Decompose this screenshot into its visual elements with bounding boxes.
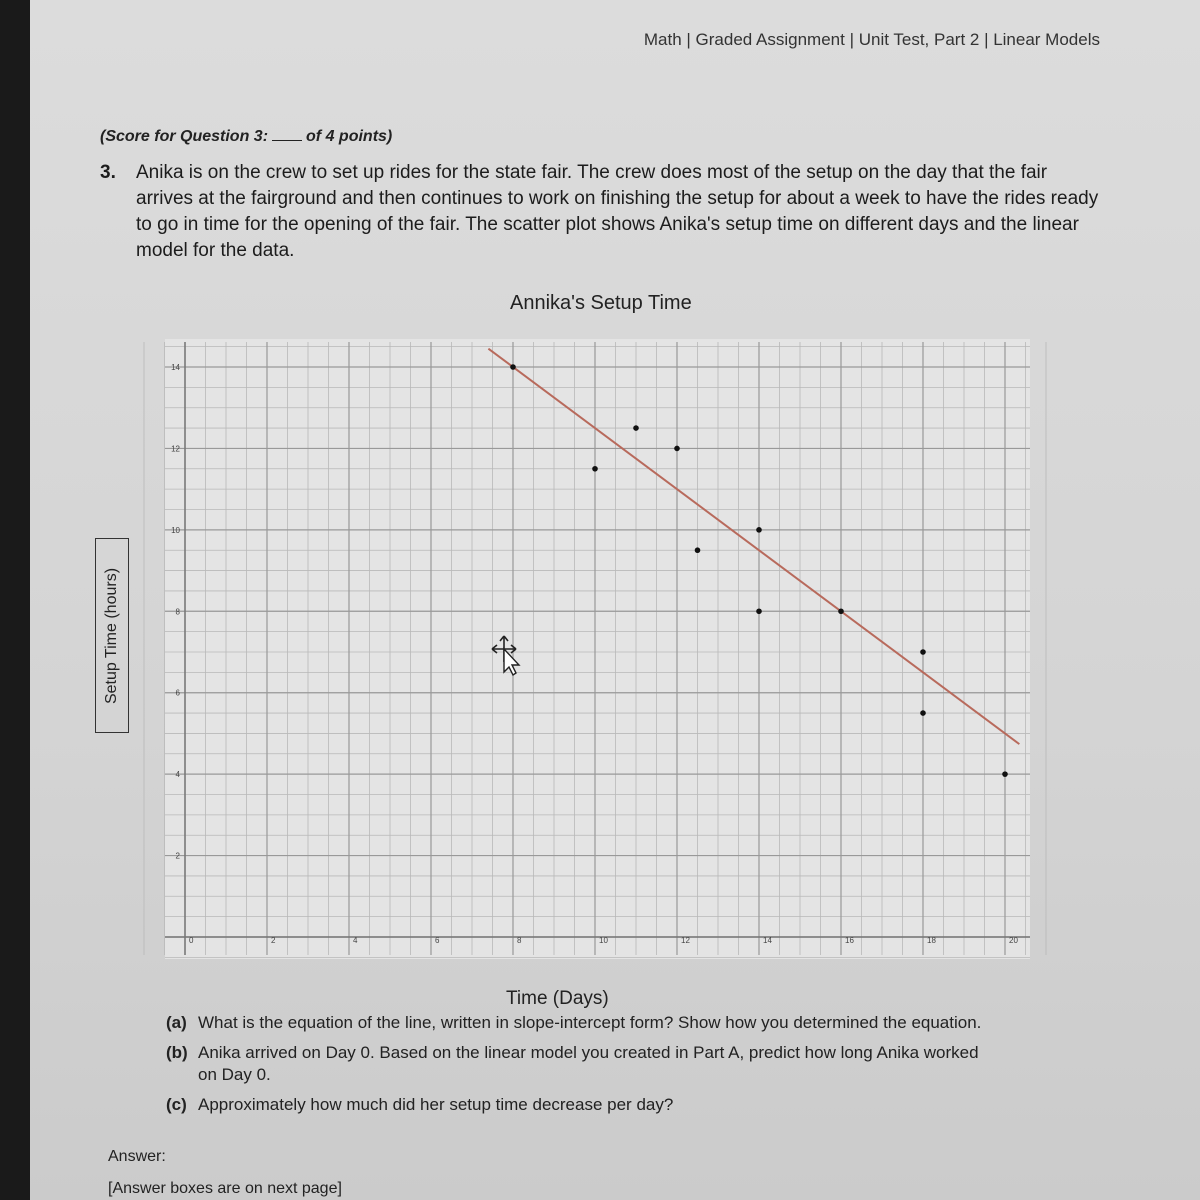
chart-title: Annika's Setup Time [510,292,692,314]
question-block [100,160,1100,264]
data-point [920,710,926,716]
answer-label: Answer: [108,1148,166,1165]
breadcrumb: Math | Graded Assignment | Unit Test, Part 2 | Linear Models [643,30,1100,49]
part-text: What is the equation of the line, written in slope-intercept form? Show how you determined the equation. [198,1013,982,1032]
part-label: (c) [166,1095,187,1114]
part-a [166,1012,996,1034]
question-text: Anika is on the crew to set up rides for the state fair. The crew does most of the setup on the day that the fair arrives at the fairground and then continues to work on finishing the setup for about a week to have the rides ready to go in time for the opening of the fair. The scatter plot shows Anika's setup time on different days and the linear model for the data. [136,162,1099,261]
score-prefix: (Score for Question 3: [100,128,269,145]
x-tick-label: 14 [763,936,772,945]
x-axis-label: Time (Days) [506,988,609,1009]
data-point [510,364,516,370]
move-cursor-icon [482,632,526,681]
plot-background [165,339,1030,959]
x-tick-label: 6 [435,936,440,945]
data-point [695,547,701,553]
question-parts [166,1012,996,1124]
x-tick-label: 18 [927,936,936,945]
x-tick-label: 12 [681,936,690,945]
y-axis-label: Setup Time (hours) [103,567,120,704]
part-label: (a) [166,1013,187,1032]
data-point [838,608,844,614]
x-tick-label: 0 [189,936,194,945]
score-blank [272,140,302,141]
x-tick-label: 16 [845,936,854,945]
data-point [674,446,680,452]
score-suffix: of 4 points) [306,128,393,145]
question-number: 3. [100,162,116,183]
y-tick-label: 12 [171,444,180,454]
y-axis-label-box [95,538,129,733]
data-point [756,608,762,614]
part-c [166,1094,996,1116]
part-text: Approximately how much did her setup time decrease per day? [198,1095,674,1114]
y-tick-label: 14 [171,363,180,372]
scatter-chart [90,325,1050,975]
score-line [100,128,392,146]
x-tick-label: 8 [517,936,522,945]
x-tick-label: 10 [599,936,608,945]
data-point [756,527,762,533]
part-b [166,1042,996,1086]
y-tick-label: 6 [175,688,180,698]
data-point [592,466,598,472]
y-tick-label: 2 [175,851,180,861]
data-point [633,425,639,431]
data-point [920,649,926,655]
data-point [1002,771,1008,777]
y-tick-label: 4 [175,770,180,780]
part-label: (b) [166,1043,188,1062]
x-tick-label: 4 [353,936,358,945]
y-tick-label: 8 [175,607,180,617]
part-text: Anika arrived on Day 0. Based on the linear model you created in Part A, predict how long Anika worked on Day 0. [198,1043,979,1084]
y-tick-label: 10 [171,525,180,535]
x-tick-label: 20 [1009,936,1018,945]
answer-note: [Answer boxes are on next page] [108,1180,342,1197]
x-tick-label: 2 [271,936,276,945]
